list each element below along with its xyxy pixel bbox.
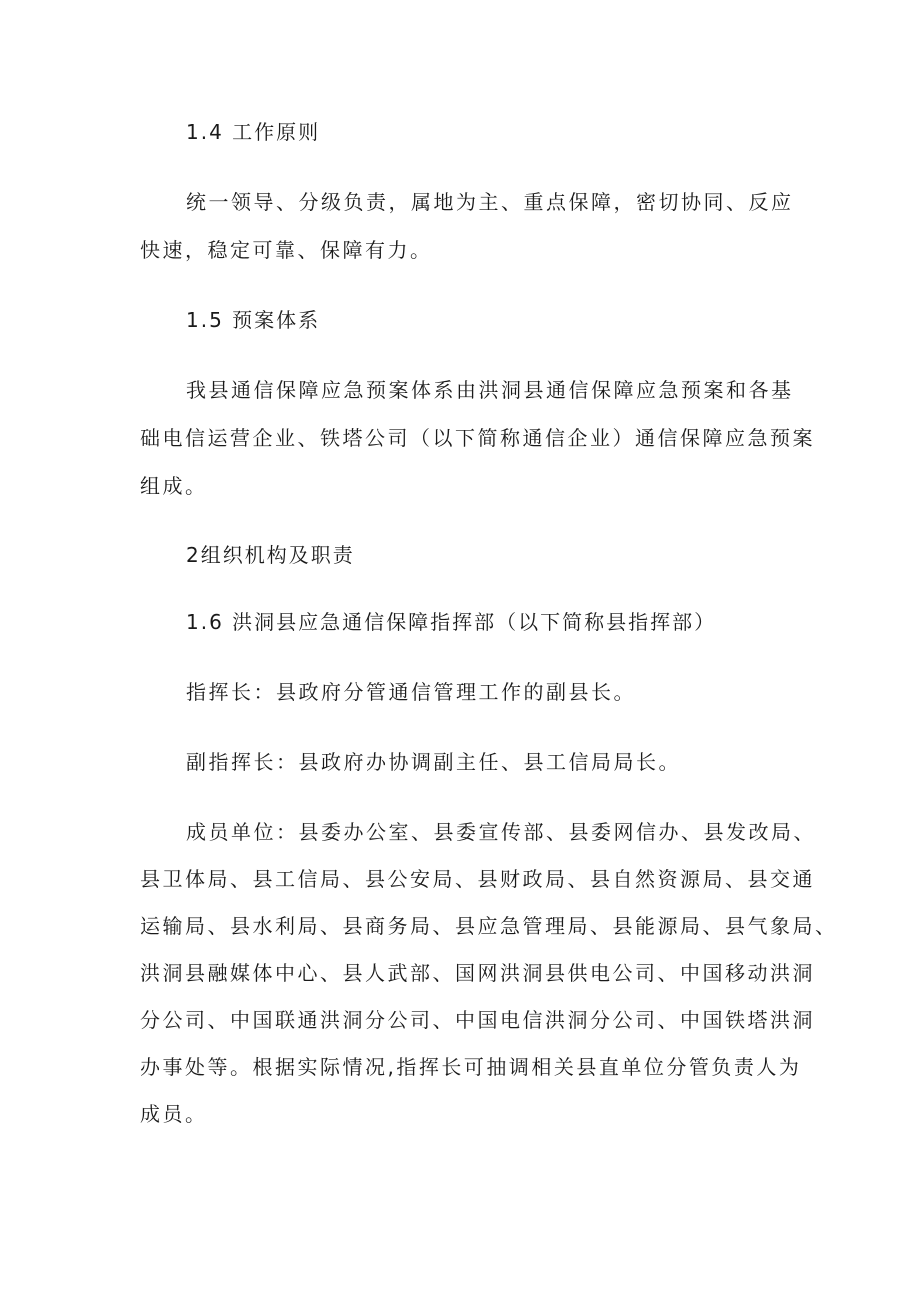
paragraph-line: 我县通信保障应急预案体系由洪洞县通信保障应急预案和各基 <box>186 378 794 402</box>
deputy-commander-line: 副指挥长：县政府办协调副主任、县工信局局长。 <box>186 750 681 774</box>
paragraph-line: 快速，稳定可靠、保障有力。 <box>140 238 433 262</box>
paragraph-line: 础电信运营企业、铁塔公司（以下简称通信企业）通信保障应急预案 <box>140 426 815 450</box>
members-line: 成员。 <box>140 1102 208 1126</box>
section-heading-1-6: 1.6 洪洞县应急通信保障指挥部（以下简称县指挥部） <box>186 610 717 634</box>
commander-line: 指挥长：县政府分管通信管理工作的副县长。 <box>186 680 636 704</box>
chapter-heading-2: 2组织机构及职责 <box>186 543 355 567</box>
members-line: 洪洞县融媒体中心、县人武部、国网洪洞县供电公司、中国移动洪洞 <box>140 961 815 985</box>
members-line: 办事处等。根据实际情况,指挥长可抽调相关县直单位分管负责人为 <box>140 1055 802 1079</box>
members-line: 成员单位：县委办公室、县委宣传部、县委网信办、县发改局、 <box>186 820 816 844</box>
section-heading-1-5: 1.5 预案体系 <box>186 308 321 332</box>
members-line: 运输局、县水利局、县商务局、县应急管理局、县能源局、县气象局、 <box>140 914 838 938</box>
paragraph-line: 组成。 <box>140 474 208 498</box>
members-line: 县卫体局、县工信局、县公安局、县财政局、县自然资源局、县交通 <box>140 867 815 891</box>
members-line: 分公司、中国联通洪洞分公司、中国电信洪洞分公司、中国铁塔洪洞 <box>140 1008 815 1032</box>
paragraph-line: 统一领导、分级负责，属地为主、重点保障，密切协同、反应 <box>186 190 794 214</box>
section-heading-1-4: 1.4 工作原则 <box>186 120 321 144</box>
